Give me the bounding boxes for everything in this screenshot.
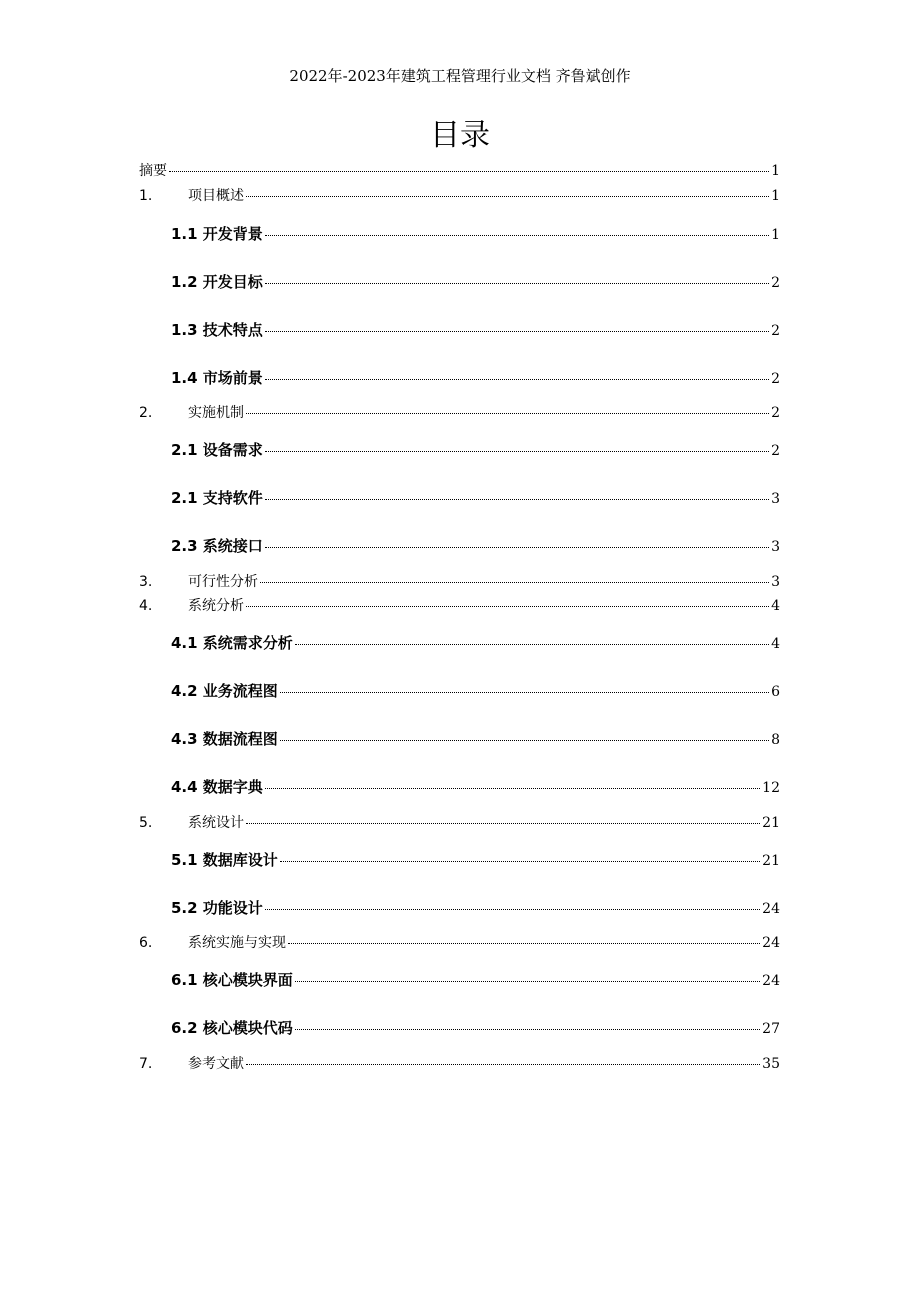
toc-page-number: 24: [762, 973, 780, 989]
toc-entry-section-1[interactable]: [139, 186, 780, 206]
toc-entry-label: 4.1 系统需求分析: [171, 634, 293, 652]
toc-entry-6-1[interactable]: [171, 969, 780, 992]
toc-entry-label: 摘要: [139, 163, 167, 179]
toc-page-number: 35: [762, 1056, 780, 1072]
toc-entry-label: 2.1 设备需求: [171, 441, 263, 459]
toc-page-number: 1: [771, 163, 780, 179]
toc-leader-dots: [265, 909, 760, 910]
toc-entry-1-3[interactable]: [171, 319, 780, 342]
toc-page-number: 8: [771, 732, 780, 748]
toc-page-number: 21: [762, 815, 780, 831]
toc-entry-label: 4.2 业务流程图: [171, 682, 278, 700]
toc-entry-label: 6.2 核心模块代码: [171, 1019, 293, 1037]
toc-entry-4-1[interactable]: [171, 632, 780, 655]
toc-entry-label: 5.2 功能设计: [171, 899, 263, 917]
toc-section-number: 7.: [139, 1056, 153, 1072]
toc-entry-label: 2.3 系统接口: [171, 537, 263, 555]
toc-entry-label: 1.4 市场前景: [171, 369, 263, 387]
toc-page-number: 2: [771, 371, 780, 387]
toc-leader-dots: [265, 788, 760, 789]
toc-page-number: 21: [762, 853, 780, 869]
toc-entry-label: 实施机制: [188, 405, 244, 421]
toc-section-number: 3.: [139, 574, 153, 590]
toc-page-number: 3: [771, 539, 780, 555]
toc-entry-label: 系统分析: [188, 598, 244, 614]
toc-entry-4-2[interactable]: [171, 680, 780, 703]
toc-entry-label: 5.1 数据库设计: [171, 851, 278, 869]
toc-leader-dots: [265, 379, 769, 380]
toc-entry-label: 系统设计: [188, 815, 244, 831]
toc-leader-dots: [265, 499, 769, 500]
toc-leader-dots: [265, 547, 769, 548]
toc-entry-label: 可行性分析: [188, 574, 258, 590]
toc-leader-dots: [265, 235, 769, 236]
toc-page-number: 2: [771, 275, 780, 291]
toc-section-number: 6.: [139, 935, 153, 951]
toc-entry-label: 1.3 技术特点: [171, 321, 263, 339]
toc-leader-dots: [295, 1029, 760, 1030]
toc-entry-section-2[interactable]: [139, 403, 780, 423]
toc-page-number: 2: [771, 405, 780, 421]
toc-entry-label: 6.1 核心模块界面: [171, 971, 293, 989]
toc-entry-2-1[interactable]: [171, 439, 780, 462]
toc-entry-abstract[interactable]: [139, 161, 780, 181]
toc-page-number: 2: [771, 323, 780, 339]
toc-leader-dots: [260, 582, 769, 583]
toc-section-number: 5.: [139, 815, 153, 831]
toc-leader-dots: [280, 740, 769, 741]
toc-entry-label: 1.2 开发目标: [171, 273, 263, 291]
toc-entry-section-6[interactable]: [139, 933, 780, 953]
toc-entry-2-2[interactable]: [171, 487, 780, 510]
toc-leader-dots: [280, 861, 760, 862]
toc-leader-dots: [295, 644, 769, 645]
toc-page-number: 6: [771, 684, 780, 700]
toc-page-number: 24: [762, 901, 780, 917]
toc-entry-section-4[interactable]: [139, 596, 780, 616]
toc-page-number: 3: [771, 491, 780, 507]
toc-entry-label: 系统实施与实现: [188, 935, 286, 951]
toc-entry-5-2[interactable]: [171, 897, 780, 920]
page-header: 2022年-2023年建筑工程管理行业文档 齐鲁斌创作: [289, 67, 631, 85]
toc-leader-dots: [246, 413, 769, 414]
toc-leader-dots: [265, 331, 769, 332]
toc-leader-dots: [265, 451, 769, 452]
toc-entry-label: 4.4 数据字典: [171, 778, 263, 796]
toc-entry-label: 2.1 支持软件: [171, 489, 263, 507]
toc-entry-1-4[interactable]: [171, 367, 780, 390]
toc-leader-dots: [280, 692, 769, 693]
toc-entry-4-4[interactable]: [171, 776, 780, 799]
toc-entry-label: 项目概述: [188, 188, 244, 204]
toc-leader-dots: [288, 943, 760, 944]
toc-section-number: 2.: [139, 405, 153, 421]
page-title: 目录: [430, 118, 490, 153]
toc-entry-1-1[interactable]: [171, 223, 780, 246]
toc-leader-dots: [246, 823, 760, 824]
toc-entry-label: 参考文献: [188, 1056, 244, 1072]
toc-leader-dots: [246, 196, 769, 197]
toc-page-number: 3: [771, 574, 780, 590]
toc-entry-5-1[interactable]: [171, 849, 780, 872]
toc-page-number: 27: [762, 1021, 780, 1037]
toc-page-number: 12: [762, 780, 780, 796]
toc-entry-label: 4.3 数据流程图: [171, 730, 278, 748]
toc-leader-dots: [246, 606, 769, 607]
toc-entry-section-5[interactable]: [139, 813, 780, 833]
toc-section-number: 1.: [139, 188, 153, 204]
toc-entry-4-3[interactable]: [171, 728, 780, 751]
toc-entry-section-3[interactable]: [139, 572, 780, 592]
toc-leader-dots: [246, 1064, 760, 1065]
toc-entry-2-3[interactable]: [171, 535, 780, 558]
toc-leader-dots: [295, 981, 760, 982]
toc-leader-dots: [169, 171, 769, 172]
toc-page-number: 1: [771, 188, 780, 204]
toc-entry-1-2[interactable]: [171, 271, 780, 294]
toc-entry-label: 1.1 开发背景: [171, 225, 263, 243]
toc-page-number: 1: [771, 227, 780, 243]
toc-section-number: 4.: [139, 598, 153, 614]
toc-entry-section-7[interactable]: [139, 1054, 780, 1074]
toc-page-number: 2: [771, 443, 780, 459]
toc-leader-dots: [265, 283, 769, 284]
toc-page-number: 4: [771, 636, 780, 652]
toc-page-number: 4: [771, 598, 780, 614]
toc-page-number: 24: [762, 935, 780, 951]
toc-entry-6-2[interactable]: [171, 1017, 780, 1040]
